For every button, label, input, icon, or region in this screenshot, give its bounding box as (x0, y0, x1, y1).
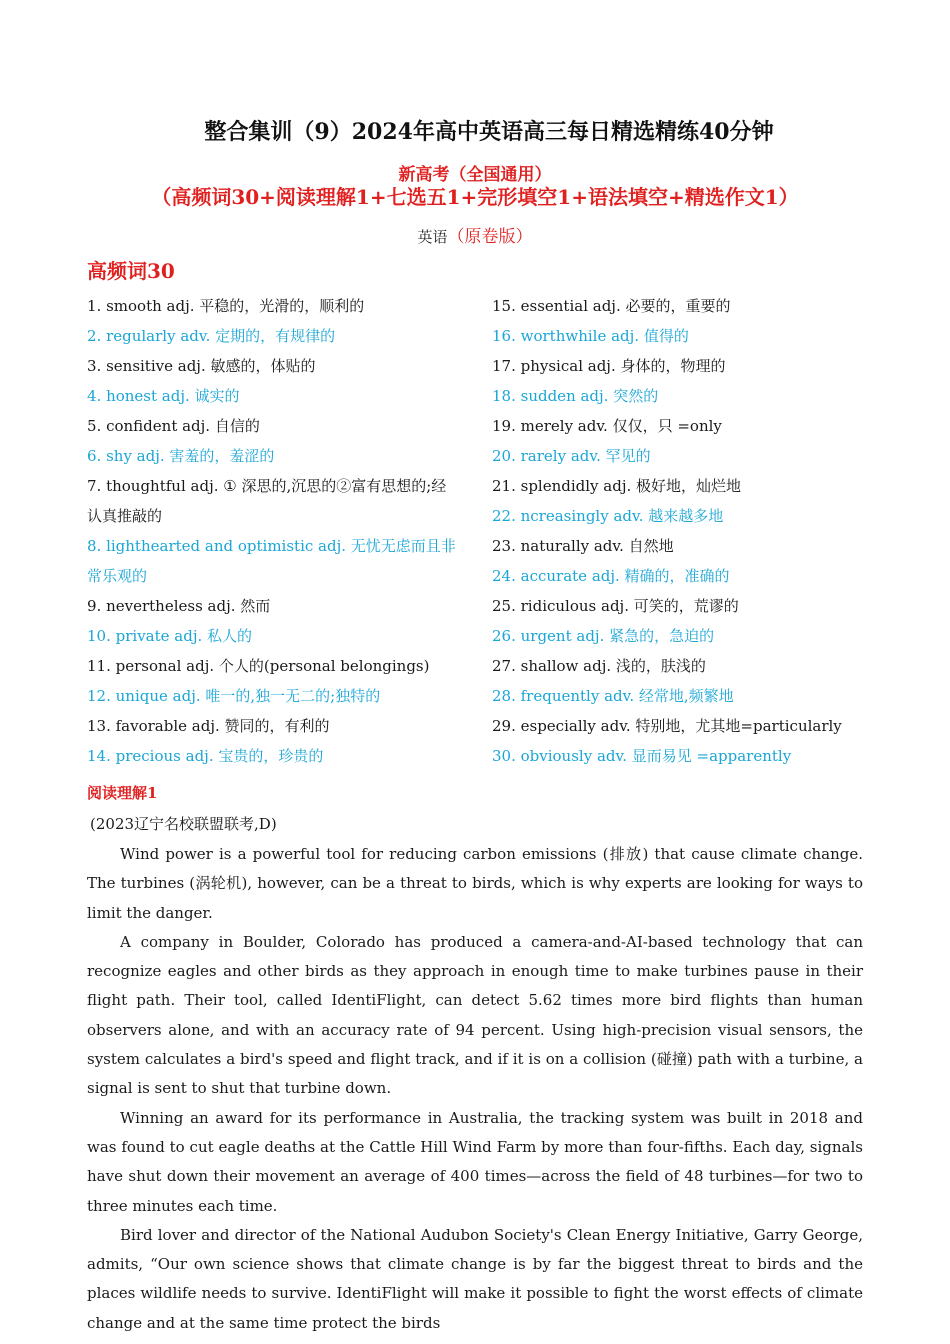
subject-label: 英语 (417, 228, 448, 246)
reading-source: (2023辽宁名校联盟联考,D) (90, 815, 277, 833)
vocab-item: 21. splendidly adj. 极好地，灿烂地 (492, 477, 742, 495)
vocab-item: 11. personal adj. 个人的(personal belongings) (87, 657, 430, 675)
passage-paragraph: Bird lover and director of the National Audubon Society's Clean Energy Initiative, Garry George, admits, “Our own science shows that climate change is by far the biggest threat to birds and the places wildlife needs to survive. IdentiFlight will make it possible to fight the worst effects of climate change and at the same time protect the birds (87, 1225, 863, 1332)
passage-paragraph: A company in Boulder, Colorado has produced a camera‑and‑AI‑based technology that can recognize eagles and other birds as they approach in enough time to make turbines pause in their flight path. Their tool, called IdentiFlight, can detect 5.62 times more bird flights than human observers alone, and with an accuracy rate of 94 percent. Using high‑precision visual sensors, the system calculates a bird's speed and flight track, and if it is on a collision (碰撞) path with a turbine, a signal is sent to shut that turbine down. (87, 932, 863, 1098)
subject-line (0, 222, 950, 247)
vocab-item: 22. ncreasingly adv. 越来越多地 (492, 507, 724, 525)
vocab-left-column (87, 291, 459, 771)
vocab-item: 18. sudden adj. 突然的 (492, 387, 659, 405)
vocab-item: 19. merely adv. 仅仅，只 =only (492, 417, 722, 435)
vocab-item: 16. worthwhile adj. 值得的 (492, 327, 689, 345)
vocab-item: 7. thoughtful adj. ① 深思的,沉思的②富有思想的;经认真推敲的 (87, 477, 447, 525)
vocab-item: 24. accurate adj. 精确的，准确的 (492, 567, 730, 585)
vocab-heading: 高频词30 (87, 259, 175, 283)
reading-passage (87, 840, 863, 1338)
vocab-item: 15. essential adj. 必要的，重要的 (492, 297, 731, 315)
vocab-item: 3. sensitive adj. 敏感的，体贴的 (87, 357, 316, 375)
vocab-item: 12. unique adj. 唯一的,独一无二的;独特的 (87, 687, 381, 705)
vocab-item: 29. especially adv. 特别地，尤其地=particularly (492, 717, 842, 735)
vocab-item: 4. honest adj. 诚实的 (87, 387, 240, 405)
vocab-right-column (492, 291, 864, 771)
vocab-item: 1. smooth adj. 平稳的，光滑的，顺利的 (87, 297, 365, 315)
vocab-item: 6. shy adj. 害羞的，羞涩的 (87, 447, 275, 465)
vocab-item: 13. favorable adj. 赞同的，有利的 (87, 717, 330, 735)
vocab-item: 8. lighthearted and optimistic adj. 无忧无虑而且非常乐观的 (87, 537, 456, 585)
vocab-item: 20. rarely adv. 罕见的 (492, 447, 651, 465)
vocab-item: 9. nevertheless adj. 然而 (87, 597, 271, 615)
reading-heading: 阅读理解1 (87, 784, 158, 802)
vocab-item: 28. frequently adv. 经常地,频繁地 (492, 687, 734, 705)
edition-label: （原卷版） (447, 227, 533, 247)
passage-paragraph: Wind power is a powerful tool for reducing carbon emissions (排放) that cause climate change. The turbines (涡轮机), however, can be a threat to birds, which is why experts are looking for ways to limit the danger. (87, 845, 863, 922)
vocab-item: 25. ridiculous adj. 可笑的，荒谬的 (492, 597, 739, 615)
vocab-item: 2. regularly adv. 定期的，有规律的 (87, 327, 336, 345)
vocab-item: 10. private adj. 私人的 (87, 627, 253, 645)
vocab-item: 26. urgent adj. 紧急的，急迫的 (492, 627, 715, 645)
vocab-item: 5. confident adj. 自信的 (87, 417, 260, 435)
vocab-item: 27. shallow adj. 浅的，肤浅的 (492, 657, 706, 675)
vocab-item: 17. physical adj. 身体的，物理的 (492, 357, 726, 375)
page-title: 整合集训（9）2024年高中英语高三每日精选精练40分钟 (204, 119, 774, 145)
vocab-item: 14. precious adj. 宝贵的，珍贵的 (87, 747, 324, 765)
subtitle-contents: （高频词30+阅读理解1+七选五1+完形填空1+语法填空+精选作文1） (151, 185, 799, 209)
passage-paragraph: Winning an award for its performance in Australia, the tracking system was built in 2018 and was found to cut eagle deaths at the Cattle Hill Wind Farm by more than four‑fifths. Each day, signals have shut down their movement an average of 400 times—across the field of 48 turbines—for two to three minutes each time. (87, 1108, 863, 1215)
subtitle-region: 新高考（全国通用） (398, 165, 552, 185)
vocab-item: 30. obviously adv. 显而易见 =apparently (492, 747, 792, 765)
vocab-item: 23. naturally adv. 自然地 (492, 537, 674, 555)
